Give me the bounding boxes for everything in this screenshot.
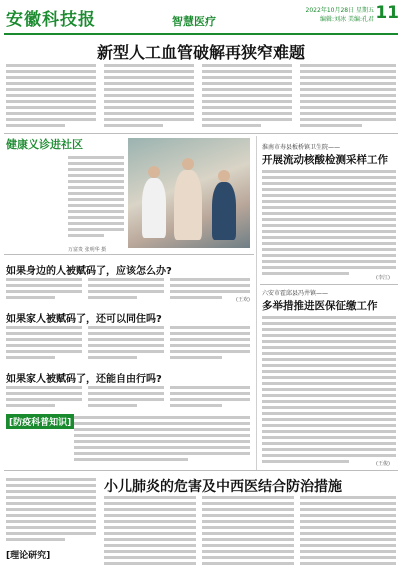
lead-body-col-1: [6, 64, 96, 130]
right-article-2-body: [262, 316, 396, 466]
feature-byline: 万富贵 张明华 摄: [68, 247, 107, 253]
lead-body-col-2: [104, 64, 194, 130]
qa-answer-3-col-3: [170, 386, 250, 410]
masthead-rule: [4, 33, 398, 35]
right-article-1-kicker: 淮南市寿县板桥镇卫生院——: [262, 144, 341, 151]
bottom-intro: [6, 478, 96, 544]
feature-title: 健康义诊进社区: [6, 138, 83, 151]
qa-footnote: [74, 416, 250, 464]
masthead: [0, 0, 402, 34]
qa-question-2: 如果家人被赋码了，还可以同住吗?: [6, 314, 162, 325]
page-number: 11: [375, 3, 399, 23]
qa-answer-3-col-2: [88, 386, 164, 410]
bottom-headline: 小儿肺炎的危害及中西医结合防治措施: [104, 479, 342, 495]
right-article-2-author: (王俊): [376, 461, 390, 467]
photo-head: [182, 158, 194, 170]
section-divider-3: [4, 470, 398, 471]
issue-date: 2022年10月28日 星期五: [305, 7, 374, 14]
photo-figure: [212, 182, 236, 240]
right-article-1-body: [262, 170, 396, 278]
newspaper-logo: 安徽科技报: [6, 10, 96, 30]
lead-body-col-3: [202, 64, 292, 130]
clinic-photo: [128, 138, 250, 248]
photo-head: [218, 170, 230, 182]
bottom-body-col-1: [104, 496, 196, 572]
qa-author-1: (王欢): [236, 297, 250, 303]
qa-answer-2-col-2: [88, 326, 164, 362]
column-divider: [256, 136, 257, 470]
qa-answer-3-col-1: [6, 386, 82, 410]
section-divider-1: [4, 133, 398, 134]
lead-body-col-4: [300, 64, 396, 130]
section-name: 智慧医疗: [172, 15, 216, 28]
right-article-2-headline: 多举措推进医保征缴工作: [262, 300, 378, 312]
section-divider-2: [4, 254, 254, 255]
bottom-body-col-3: [300, 496, 396, 572]
issue-info: [306, 6, 374, 24]
bottom-section-label: [理论研究]: [6, 551, 51, 561]
feature-caption: [68, 156, 124, 242]
qa-answer-2-col-1: [6, 326, 82, 362]
photo-head: [148, 166, 160, 178]
bottom-body-col-2: [202, 496, 294, 572]
photo-figure: [142, 178, 166, 238]
lead-headline: 新型人工血管破解再狭窄难题: [96, 43, 305, 62]
issue-editors: 编辑:刘冰 美编:孔君: [320, 16, 374, 23]
right-article-2-kicker: 六安市霍邱县冯井镇——: [262, 290, 329, 297]
qa-question-1: 如果身边的人被赋码了，应该怎么办?: [6, 266, 172, 277]
right-article-1-author: (李江): [376, 275, 390, 281]
right-article-1-headline: 开展流动核酸检测采样工作: [262, 154, 388, 166]
qa-question-3: 如果家人被赋码了，还能自由行吗?: [6, 374, 162, 385]
qa-section-label: [防疫科普知识]: [6, 414, 74, 429]
qa-answer-2-col-3: [170, 326, 250, 362]
photo-figure: [174, 170, 202, 240]
right-divider: [260, 284, 398, 285]
qa-answer-1-col-1: [6, 278, 82, 302]
qa-answer-1-col-2: [88, 278, 164, 302]
